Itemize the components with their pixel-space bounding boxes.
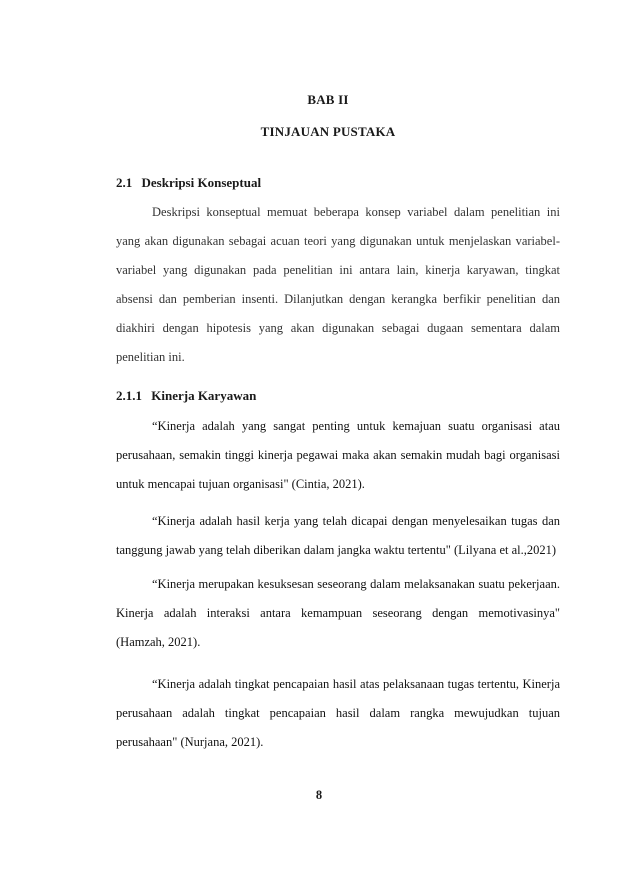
- section-heading-2-1: [116, 175, 261, 191]
- paragraph-kinerja-2: [116, 507, 560, 565]
- paragraph-text: “Kinerja adalah tingkat pencapaian hasil atas pelaksanaan tugas tertentu, Kinerja perusahaan adalah tingkat pencapaian hasil dalam rangka mewujudkan tujuan perusahaan" (Nurjana, 2021).: [116, 677, 560, 749]
- paragraph-text: “Kinerja merupakan kesuksesan seseorang dalam melaksanakan suatu pekerjaan. Kinerja adalah interaksi antara kemampuan seseorang dengan memotivasinya" (Hamzah, 2021).: [116, 577, 560, 649]
- paragraph-kinerja-3: [116, 570, 560, 657]
- paragraph-text: “Kinerja adalah hasil kerja yang telah dicapai dengan menyelesaikan tugas dan tanggung jawab yang telah diberikan dalam jangka waktu tertentu" (Lilyana et al.,2021): [116, 514, 560, 557]
- section-number: 2.1: [116, 175, 133, 190]
- paragraph-kinerja-1: [116, 412, 560, 499]
- paragraph-kinerja-4: [116, 670, 560, 757]
- paragraph-text: “Kinerja adalah yang sangat penting untuk kemajuan suatu organisasi atau perusahaan, semakin tinggi kinerja pegawai maka akan semakin mudah bagi organisasi untuk mencapai tujuan organisasi" (Cintia, 2021).: [116, 419, 560, 491]
- chapter-title: TINJAUAN PUSTAKA: [260, 124, 396, 139]
- paragraph-text: Deskripsi konseptual memuat beberapa konsep variabel dalam penelitian ini yang akan digunakan sebagai acuan teori yang digunakan untuk menjelaskan variabel-variabel yang digunakan pada penelitian ini antara lain, kinerja karyawan, tingkat absensi dan pemberian insenti. Dilanjutkan dengan kerangka berfikir penelitian dan diakhiri dengan hipotesis yang akan digunakan sebagai dugaan sementara dalam penelitian ini.: [116, 205, 560, 364]
- section-title: Deskripsi Konseptual: [141, 175, 262, 190]
- paragraph-deskripsi-konseptual: [116, 198, 560, 372]
- chapter-number: BAB II: [307, 92, 349, 107]
- section-heading-2-1-1: [116, 388, 256, 404]
- section-number: 2.1.1: [116, 388, 142, 403]
- section-title: Kinerja Karyawan: [151, 388, 257, 403]
- page-number: 8: [315, 788, 323, 802]
